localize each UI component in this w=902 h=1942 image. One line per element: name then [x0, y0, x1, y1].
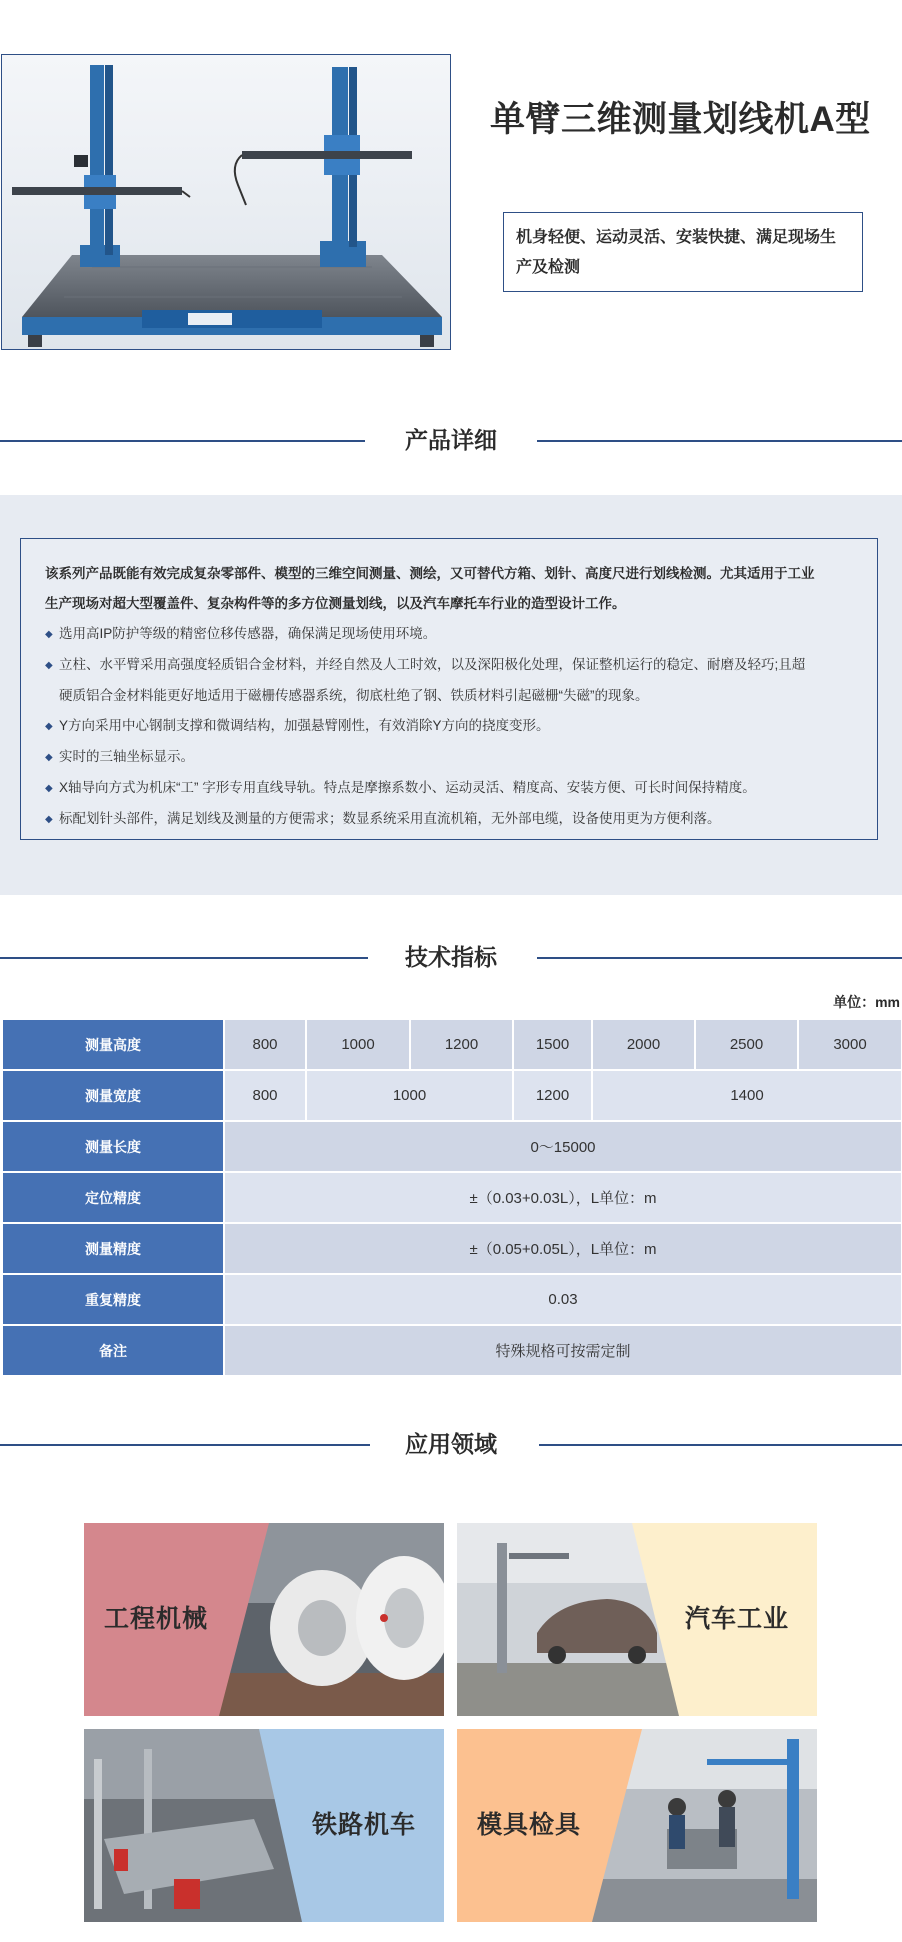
application-tile-automotive[interactable]	[457, 1523, 817, 1716]
details-bullet	[45, 650, 855, 681]
table-cell: 2500	[695, 1019, 798, 1070]
details-bullet	[45, 742, 855, 773]
bullet-text: 选用高IP防护等级的精密位移传感器，确保满足现场使用环境。	[59, 626, 437, 641]
diamond-bullet-icon: ◆	[45, 783, 53, 794]
table-cell: 800	[224, 1070, 306, 1121]
product-photo	[1, 54, 451, 350]
application-tile-engineering[interactable]	[84, 1523, 444, 1716]
table-cell: 800	[224, 1019, 306, 1070]
table-cell: 2000	[592, 1019, 695, 1070]
tile-label: 模具检具	[477, 1811, 582, 1839]
diamond-bullet-icon: ◆	[45, 721, 53, 732]
details-box	[20, 538, 878, 840]
section-title: 技术指标	[405, 944, 497, 970]
table-row	[2, 1325, 902, 1376]
unit-label: 单位：mm	[833, 994, 900, 1010]
table-cell: 特殊规格可按需定制	[224, 1325, 902, 1376]
details-bullet	[45, 773, 855, 804]
bullet-text: X轴导向方式为机床“工” 字形专用直线导轨。特点是摩擦系数小、运动灵活、精度高、安装方便、可长时间保持精度。	[59, 780, 756, 795]
tile-label: 工程机械	[104, 1605, 209, 1633]
table-row	[2, 1274, 902, 1325]
row-header: 测量高度	[2, 1019, 224, 1070]
table-cell: 1000	[306, 1070, 513, 1121]
table-cell: 1200	[410, 1019, 513, 1070]
row-header: 备注	[2, 1325, 224, 1376]
bullet-continuation: 硬质铝合金材料能更好地适用于磁栅传感器系统，彻底杜绝了钢、铁质材料引起磁栅“失磁”的现象。	[59, 688, 649, 703]
spec-table	[1, 1018, 902, 1377]
diamond-bullet-icon: ◆	[45, 660, 53, 671]
table-cell: 3000	[798, 1019, 902, 1070]
row-header: 测量宽度	[2, 1070, 224, 1121]
application-tile-mold[interactable]	[457, 1729, 817, 1922]
product-tagline: 机身轻便、运动灵活、安装快捷、满足现场生产及检测	[503, 212, 863, 292]
product-title: 单臂三维测量划线机A型	[490, 100, 871, 139]
table-row	[2, 1223, 902, 1274]
measuring-machine-photo	[2, 55, 451, 350]
row-header: 测量精度	[2, 1223, 224, 1274]
details-intro-line: 该系列产品既能有效完成复杂零部件、模型的三维空间测量、测绘，又可替代方箱、划针、高度尺进行划线检测。尤其适用于工业	[45, 566, 815, 581]
details-bullet	[45, 619, 855, 650]
table-cell: ±（0.05+0.05L），L单位：m	[224, 1223, 902, 1274]
diamond-bullet-icon: ◆	[45, 629, 53, 640]
table-cell: 1200	[513, 1070, 592, 1121]
table-row	[2, 1019, 902, 1070]
section-heading-applications	[0, 1424, 902, 1464]
bullet-text: 立柱、水平臂采用高强度轻质铝合金材料，并经自然及人工时效，以及深阳极化处理，保证整机运行的稳定、耐磨及轻巧;且超	[59, 657, 806, 672]
section-heading-specs	[0, 937, 902, 977]
row-header: 测量长度	[2, 1121, 224, 1172]
details-bullet	[45, 804, 855, 835]
table-cell: 1400	[592, 1070, 902, 1121]
application-tile-railway[interactable]	[84, 1729, 444, 1922]
table-cell: 0.03	[224, 1274, 902, 1325]
section-heading-details	[0, 420, 902, 460]
table-row	[2, 1121, 902, 1172]
tile-label: 汽车工业	[685, 1605, 790, 1633]
row-header: 定位精度	[2, 1172, 224, 1223]
section-title: 应用领域	[405, 1431, 497, 1457]
table-cell: ±（0.03+0.03L），L单位：m	[224, 1172, 902, 1223]
table-cell: 1000	[306, 1019, 410, 1070]
table-row	[2, 1172, 902, 1223]
table-cell: 0～15000	[224, 1121, 902, 1172]
tile-label: 铁路机车	[312, 1811, 417, 1839]
diamond-bullet-icon: ◆	[45, 814, 53, 825]
bullet-text: 实时的三轴坐标显示。	[59, 749, 194, 764]
diamond-bullet-icon: ◆	[45, 752, 53, 763]
details-bullet	[45, 711, 855, 742]
row-header: 重复精度	[2, 1274, 224, 1325]
table-cell: 1500	[513, 1019, 592, 1070]
bullet-text: Y方向采用中心钢制支撑和微调结构，加强悬臂刚性，有效消除Y方向的挠度变形。	[59, 718, 550, 733]
table-row	[2, 1070, 902, 1121]
details-intro-line: 生产现场对超大型覆盖件、复杂构件等的多方位测量划线，以及汽车摩托车行业的造型设计工作。	[45, 596, 626, 611]
bullet-text: 标配划针头部件，满足划线及测量的方便需求；数显系统采用直流机箱，无外部电缆，设备使用更为方便利落。	[59, 811, 721, 826]
section-title: 产品详细	[405, 427, 497, 453]
